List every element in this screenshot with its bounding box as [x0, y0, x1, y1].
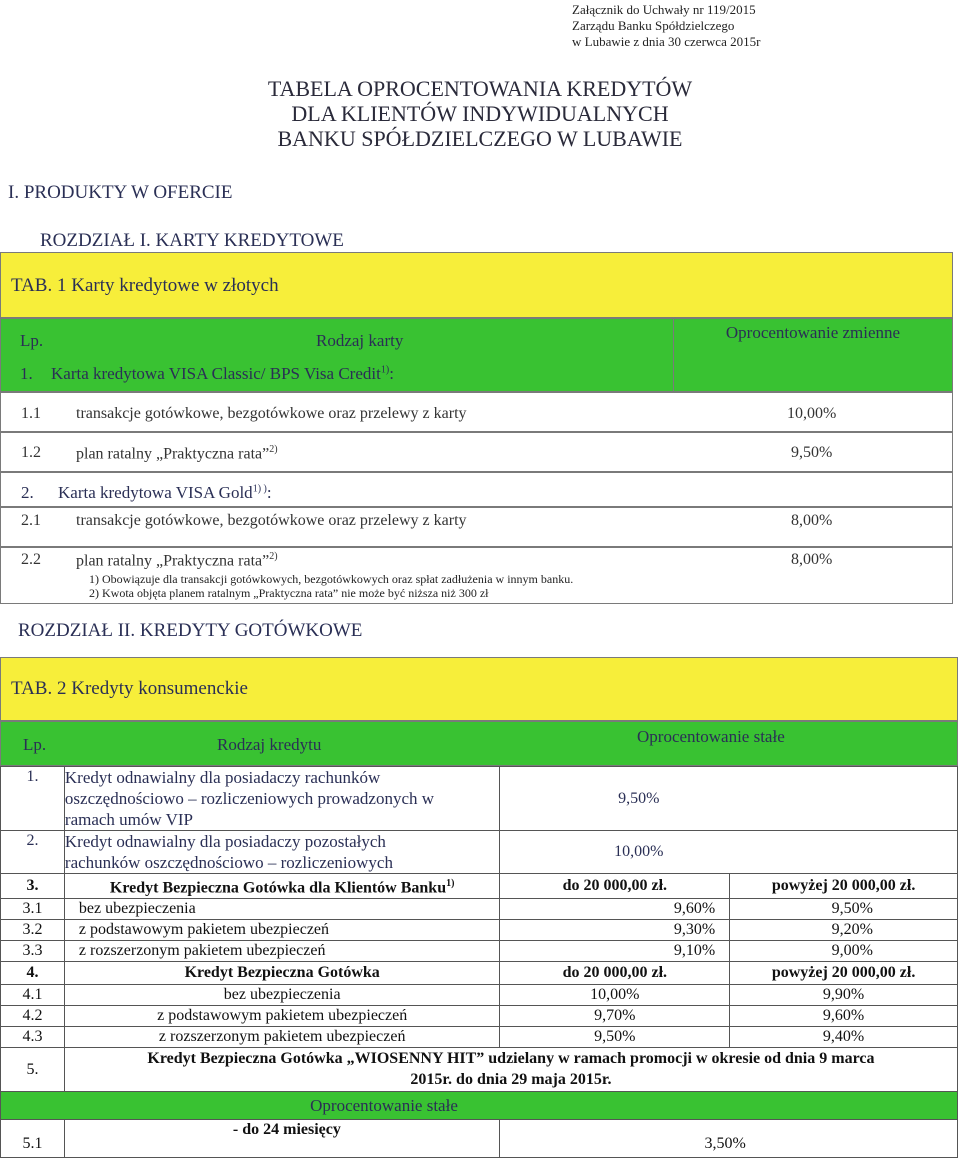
row-number: 2.2 [21, 551, 41, 568]
row-desc: z rozszerzonym pakietem ubezpieczeń [64, 1027, 500, 1048]
row-col-a: do 20 000,00 zł. [500, 962, 730, 985]
tab2-title-bar [0, 657, 958, 721]
row-desc [64, 767, 500, 831]
row-number: 4.3 [1, 1027, 65, 1048]
row-desc: z rozszerzonym pakietem ubezpieczeń [64, 941, 500, 962]
tab1-col-lp: Lp. [20, 331, 44, 350]
tab1-title: TAB. 1 Karty kredytowe w złotych [11, 275, 279, 296]
footnote: 2) Kwota objęta planem ratalnym „Praktyczna rata” nie może być niższa niż 300 zł [89, 586, 489, 600]
footnote-ref: 1) [380, 364, 390, 376]
tab1-item1 [20, 364, 394, 384]
row-col-b: 9,90% [730, 985, 958, 1006]
section-heading: I. PRODUKTY W OFERCIE [8, 182, 233, 203]
item-suffix: : [389, 364, 394, 383]
row-number: 1.1 [21, 405, 41, 422]
row-desc-text: Kredyt Bezpieczna Gotówka dla Klientów Banku [109, 879, 447, 897]
row-desc: - do 24 miesięcy [64, 1120, 500, 1158]
row-desc-line: Kredyt Bezpieczna Gotówka „WIOSENNY HIT” udzielany w ramach promocji w okresie od dnia 9 marca [147, 1050, 875, 1068]
row-number: 3.1 [1, 899, 65, 920]
promo-rate-header: Oprocentowanie stałe [1, 1092, 958, 1120]
row-number: 2.1 [21, 512, 41, 529]
row-number: 4.2 [1, 1006, 65, 1027]
row-number: 5.1 [1, 1120, 65, 1158]
item-number: 1. [20, 364, 33, 383]
row-desc [76, 444, 278, 463]
tab2-header [0, 721, 958, 766]
row-desc-text: plan ratalny „Praktyczna rata” [76, 552, 270, 570]
row-desc: Kredyt Bezpieczna Gotówka [64, 962, 500, 985]
table-row [0, 392, 953, 432]
table-row [1, 1092, 958, 1120]
table-row [1, 874, 958, 899]
row-col-b: 9,00% [730, 941, 958, 962]
row-rate [500, 767, 958, 831]
row-number: 3. [1, 874, 65, 899]
row-rate: 9,50% [791, 444, 833, 461]
row-col-a: do 20 000,00 zł. [500, 874, 730, 899]
row-number: 3.3 [1, 941, 65, 962]
chapter-heading: ROZDZIAŁ II. KREDYTY GOTÓWKOWE [18, 620, 363, 641]
footnote-ref: 2) [269, 551, 278, 562]
row-col-b: powyżej 20 000,00 zł. [730, 962, 958, 985]
table-row [0, 547, 953, 604]
item-name: Karta kredytowa VISA Classic/ BPS Visa Credit [51, 364, 381, 383]
tab1-col-type: Rodzaj karty [316, 331, 404, 350]
row-number: 5. [1, 1048, 65, 1092]
table-row [0, 432, 953, 472]
row-rate: 10,00% [787, 405, 837, 422]
row-desc: transakcje gotówkowe, bezgotówkowe oraz przelewy z karty [76, 405, 467, 422]
footnote-ref: 1) [446, 878, 455, 889]
row-rate-value: 10,00% [614, 843, 664, 860]
tab2-col-rate: Oprocentowanie stałe [637, 727, 785, 746]
table-row [0, 472, 953, 507]
row-desc [64, 1048, 957, 1092]
attachment-note-line: Załącznik do Uchwały nr 119/2015 [572, 2, 756, 17]
tab2-col-type: Rodzaj kredytu [217, 735, 322, 754]
tab2-table [0, 766, 958, 1158]
table-row [1, 1006, 958, 1027]
attachment-note [572, 2, 760, 50]
table-row [1, 1048, 958, 1092]
row-desc [76, 551, 278, 570]
row-desc: transakcje gotówkowe, bezgotówkowe oraz przelewy z karty [76, 512, 467, 529]
document-title-line: DLA KLIENTÓW INDYWIDUALNYCH [291, 101, 669, 126]
row-number: 4.1 [1, 985, 65, 1006]
table-row [1, 899, 958, 920]
tab1-item2 [21, 483, 272, 503]
row-number: 4. [1, 962, 65, 985]
row-number: 1. [1, 767, 65, 831]
attachment-note-line: w Lubawie z dnia 30 czerwca 2015r [572, 34, 761, 49]
row-col-a: 10,00% [500, 985, 730, 1006]
table-row [1, 831, 958, 874]
document-title [0, 76, 960, 151]
table-row [1, 985, 958, 1006]
row-col-b: 9,20% [730, 920, 958, 941]
row-desc: z podstawowym pakietem ubezpieczeń [64, 920, 500, 941]
attachment-note-line: Zarządu Banku Spółdzielczego [572, 18, 735, 33]
row-desc: z podstawowym pakietem ubezpieczeń [64, 1006, 500, 1027]
row-desc-line: oszczędnościowo – rozliczeniowych prowadzonych w [64, 789, 435, 808]
row-col-a: 9,70% [500, 1006, 730, 1027]
footnote: 1) Obowiązuje dla transakcji gotówkowych, bezgotówkowych oraz spłat zadłużenia w innym banku. [89, 572, 574, 586]
row-col-b: 9,50% [730, 899, 958, 920]
row-col-a: 9,60% [500, 899, 730, 920]
row-rate: 8,00% [791, 512, 833, 529]
row-number: 2. [1, 831, 65, 874]
row-rate: 8,00% [791, 551, 833, 568]
table-row [1, 941, 958, 962]
row-rate-value: 9,50% [618, 789, 660, 807]
row-desc-line: rachunków oszczędnościowo – rozliczeniowych [64, 853, 393, 872]
footnote-ref: 1) ) [252, 483, 267, 495]
row-number: 1.2 [21, 444, 41, 461]
row-desc-line: Kredyt odnawialny dla posiadaczy pozostałych [64, 832, 386, 851]
document-title-line: BANKU SPÓŁDZIELCZEGO W LUBAWIE [277, 126, 683, 151]
table-row [1, 1120, 958, 1158]
tab1-title-bar [0, 252, 953, 318]
row-col-b: 9,60% [730, 1006, 958, 1027]
row-rate: 3,50% [500, 1120, 958, 1158]
table-row [1, 920, 958, 941]
row-desc-line: ramach umów VIP [64, 810, 194, 829]
row-desc: bez ubezpieczenia [64, 899, 500, 920]
row-col-a: 9,10% [500, 941, 730, 962]
row-desc [64, 874, 500, 899]
document-title-line: TABELA OPROCENTOWANIA KREDYTÓW [267, 76, 693, 101]
tab1-rate-header-cell [673, 318, 953, 392]
chapter-heading: ROZDZIAŁ I. KARTY KREDYTOWE [40, 230, 344, 251]
row-col-b: powyżej 20 000,00 zł. [730, 874, 958, 899]
row-desc: bez ubezpieczenia [64, 985, 500, 1006]
row-number: 3.2 [1, 920, 65, 941]
footnote-ref: 2) [269, 444, 278, 455]
row-col-b: 9,40% [730, 1027, 958, 1048]
table-row [1, 1027, 958, 1048]
row-desc-text: plan ratalny „Praktyczna rata” [76, 445, 270, 463]
table-row [1, 962, 958, 985]
item-name: Karta kredytowa VISA Gold [58, 483, 253, 502]
table-row [1, 767, 958, 831]
row-col-a: 9,30% [500, 920, 730, 941]
item-suffix: : [266, 483, 272, 502]
row-desc [64, 831, 500, 874]
row-col-a: 9,50% [500, 1027, 730, 1048]
tab2-title: TAB. 2 Kredyty konsumenckie [11, 678, 248, 699]
row-desc-line: 2015r. do dnia 29 maja 2015r. [410, 1071, 612, 1089]
tab1-col-rate: Oprocentowanie zmienne [725, 323, 901, 342]
table-row [0, 507, 953, 547]
row-desc-line: Kredyt odnawialny dla posiadaczy rachunków [64, 768, 381, 787]
item-number: 2. [21, 483, 34, 502]
row-rate [500, 831, 958, 874]
tab2-col-lp: Lp. [23, 735, 47, 754]
